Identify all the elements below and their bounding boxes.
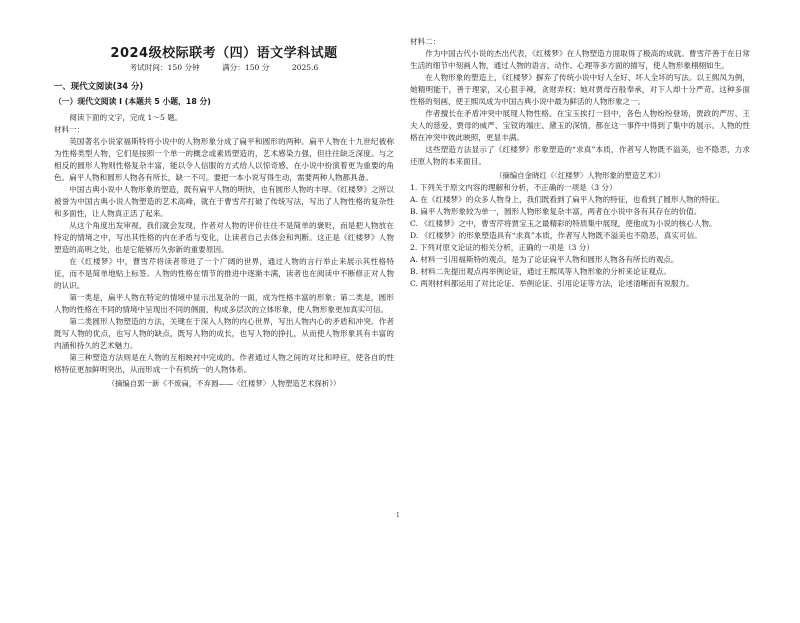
subsection-heading: （一）现代文阅读 I (本题共 5 小题，18 分) (54, 97, 211, 106)
exam-time: 考试时间：150 分钟 (129, 63, 200, 72)
paragraph: 第一类是，扁平人物在特定的情境中显示出复杂的一面，成为性格丰富的形象；第二类是，圆形人物的性格在不同的情境中呈现出不同的侧面，构成多层次的立体形象，使人物形象更加真实可信。 (54, 293, 394, 314)
paragraph: 从这个角度出发审视，我们就会发现，作者对人物的评价往往不是简单的褒贬，而是把人物放在特定的情境之中，写出其性格的内在矛盾与变化，让读者自己去体会和判断。这正是《红楼梦》人物塑造的高明之处，也是它能够历久弥新的重要原因。 (54, 221, 394, 254)
paragraph: 第二类圆形人物塑造的方法，关键在于深入人物的内心世界，写出人物内心的矛盾和冲突。作者既写人物的优点，也写人物的缺点，既写人物的成长，也写人物的挣扎，从而使人物形象具有丰富的内涵和持久的艺术魅力。 (54, 317, 394, 350)
question: 2. 下列对原文论证的相关分析，正确的一项是（3 分） (410, 243, 594, 252)
question: 1. 下列关于原文内容的理解和分析，不正确的一项是（3 分） (410, 183, 617, 192)
exam-meta (54, 62, 394, 74)
paragraph: 在《红楼梦》中，曹雪芹将读者带进了一个广阔的世界，通过人物的言行举止来展示其性格特征，而不是简单地贴上标签。人物的性格在情节的推进中逐渐丰满，读者也在阅读中不断修正对人物的认识。 (54, 257, 394, 290)
instruction: 阅读下面的文字，完成 1～5 题。 (69, 113, 183, 122)
exam-score: 满分：150 分 (222, 63, 270, 72)
option: D. 《红楼梦》的形象塑造具有“求真”本质，作者写人物既不溢美也不隐恶，真实可信。 (410, 231, 702, 240)
option: B. 扁平人物形象较为单一，圆形人物形象复杂丰富，两者在小说中各有其存在的价值。 (410, 207, 702, 216)
source-citation: （摘编自金晓红《〈红楼梦〉人物形象的塑造艺术》） (495, 171, 665, 180)
page-title: 2024级校际联考（四）语文学科试题 (110, 46, 338, 61)
paragraph: 作为中国古代小说的杰出代表，《红楼梦》在人物塑造方面取得了极高的成就。曹雪芹善于在日常生活的细节中刻画人物，通过人物的语言、动作、心理等多方面的描写，使人物形象栩栩如生。 (410, 49, 750, 70)
section-heading: 一、现代文阅读(34 分) (54, 81, 144, 91)
option: A. 材料一引用福斯特的观点，是为了论证扁平人物和圆形人物各有所长的观点。 (410, 255, 679, 264)
option: C. 两则材料都运用了对比论证、举例论证、引用论证等方法，论述清晰而有说服力。 (410, 279, 694, 288)
option: A. 在《红楼梦》的众多人物身上，我们既看到了扁平人物的特征，也看到了圆形人物的特征。 (410, 195, 725, 204)
paragraph: 第三种塑造方法则是在人物的互相映衬中完成的。作者通过人物之间的对比和呼应，使各自的性格特征更加鲜明突出，从而形成一个有机统一的人物体系。 (54, 353, 394, 374)
paragraph: 在人物形象的塑造上，《红楼梦》摒弃了传统小说中好人全好、坏人全坏的写法。以王熙凤为例，她精明能干，善于理家，又心狠手辣，贪财弄权；她对贾母百般奉承，对下人却十分严苛。这种多面性格的刻画，使王熙凤成为中国古典小说中最为鲜活的人物形象之一。 (410, 73, 750, 106)
paragraph: 英国著名小说家福斯特将小说中的人物形象分成了扁平和圆形的两种。扁平人物在十九世纪被称为性格类型人物，它们是按照一个单一的概念或素质塑造的，艺术感染力强，但往往缺乏深度。与之相反的圆形人物则性格复杂丰富，能以令人信服的方式给人以惊奇感，在小说中扮演着更为重要的角色。扁平人物和圆形人物各有所长，缺一不可。要把一本小说写得生动，需要两种人物都具备。 (54, 137, 394, 182)
left-column (54, 40, 394, 390)
option: C. 《红楼梦》之中，曹雪芹将贾宝玉之最精彩的特质集中展现，使他成为小说的核心人物。 (410, 219, 717, 228)
source-citation: （摘编自郭一新《不废扁，不弃圆——〈红楼梦〉人物塑造艺术探析》） (107, 379, 341, 388)
paragraph: 作者擅长在矛盾冲突中展现人物性格。在宝玉挨打一回中，各色人物纷纷登场，贾政的严厉、王夫人的慈爱、贾母的威严、宝钗的端庄、黛玉的深情，都在这一事件中得到了集中的展示。人物的性格在冲突中彼此映照，更显丰满。 (410, 109, 750, 142)
paragraph: 中国古典小说中人物形象的塑造，既有扁平人物的明快，也有圆形人物的丰厚。《红楼梦》之所以被誉为中国古典小说人物塑造的艺术高峰，就在于曹雪芹打破了传统写法，写出了人物性格的复杂性和多面性，让人物真正活了起来。 (54, 185, 394, 218)
option: B. 材料二先提出观点再举例论证，通过王熙凤等人物形象的分析来论证观点。 (410, 267, 671, 276)
material2-label: 材料二： (410, 37, 441, 46)
exam-date: 2025.6 (291, 63, 319, 72)
right-column (410, 36, 750, 290)
page-number: 1 (396, 512, 400, 519)
material1-label: 材料一： (54, 125, 85, 134)
paragraph: 这些塑造方法显示了《红楼梦》形象塑造的“求真”本质，作者写人物既不溢美，也不隐恶，力求还原人物的本来面目。 (410, 145, 750, 166)
